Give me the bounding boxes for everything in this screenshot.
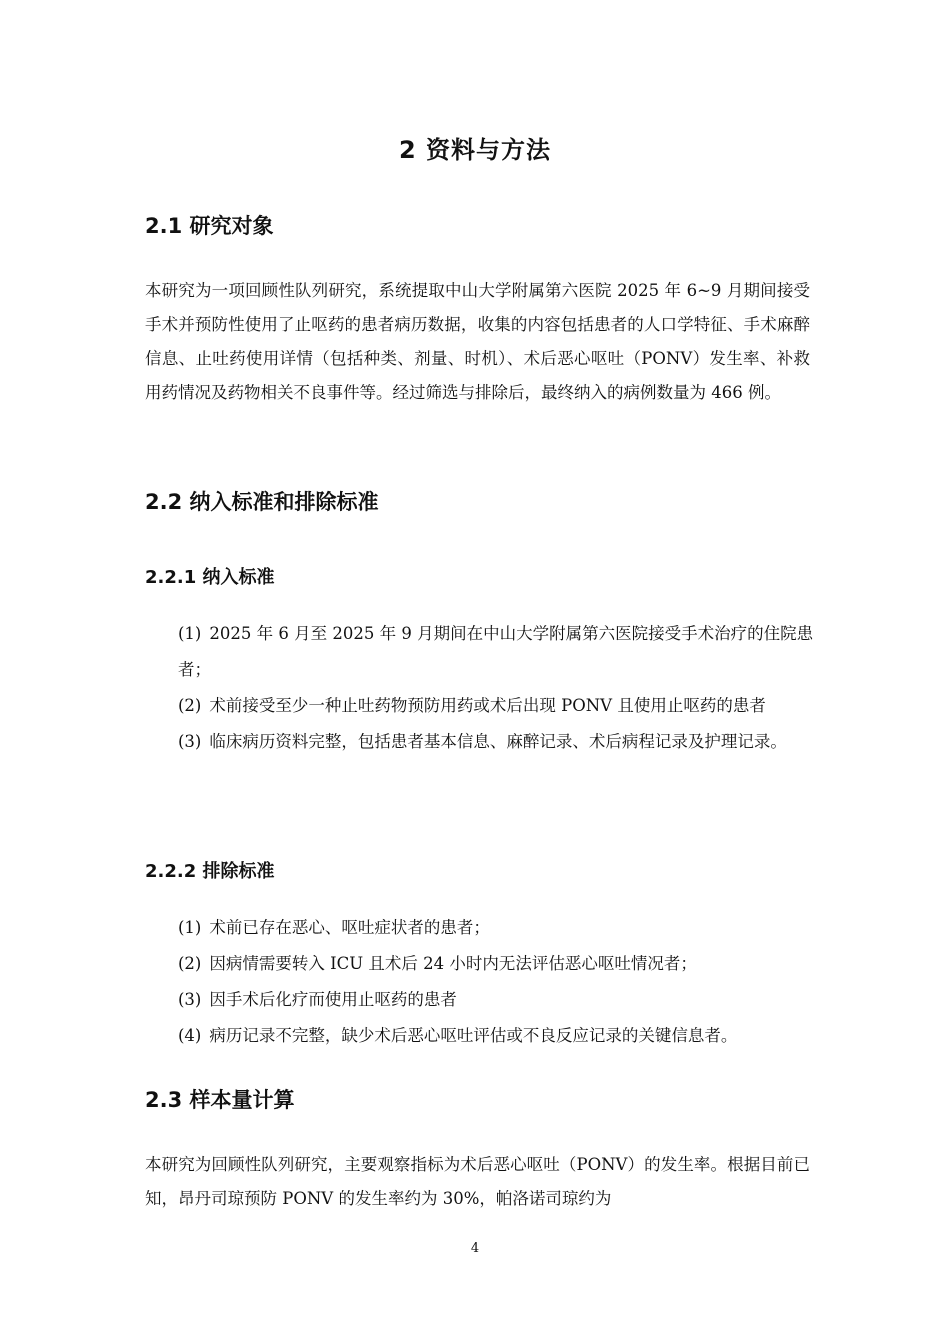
list-item-text: 2025 年 6 月至 2025 年 9 月期间在中山大学附属第六医院接受手术治疗的住院患者；	[178, 624, 814, 679]
section-2-3-heading: 2.3 样本量计算	[145, 1088, 295, 1112]
list-item	[178, 982, 818, 1018]
list-item-text: 术前接受至少一种止吐药物预防用药或术后出现 PONV 且使用止呕药的患者	[209, 696, 766, 715]
list-item	[178, 688, 818, 724]
section-2-1-paragraph: 本研究为一项回顾性队列研究，系统提取中山大学附属第六医院 2025 年 6~9 月期间接受手术并预防性使用了止呕药的患者病历数据，收集的内容包括患者的人口学特征、手术麻醉信息、止吐药使用详情（包括种类、剂量、时机）、术后恶心呕吐（PONV）发生率、补救用药情况及药物相关不良事件等。经过筛选与排除后，最终纳入的病例数量为 466 例。	[145, 281, 810, 402]
section-2-1-heading: 2.1 研究对象	[145, 214, 274, 238]
list-item-number: (4)	[178, 1026, 202, 1045]
list-item-text: 临床病历资料完整，包括患者基本信息、麻醉记录、术后病程记录及护理记录。	[209, 732, 787, 751]
section-2-2-2-heading: 2.2.2 排除标准	[145, 861, 275, 882]
list-item-text: 病历记录不完整，缺少术后恶心呕吐评估或不良反应记录的关键信息者。	[209, 1026, 738, 1045]
list-item-number: (3)	[178, 990, 202, 1009]
section-2-3-paragraph: 本研究为回顾性队列研究，主要观察指标为术后恶心呕吐（PONV）的发生率。根据目前已知，昂丹司琼预防 PONV 的发生率约为 30%，帕洛诺司琼约为	[145, 1155, 810, 1208]
list-item-text: 因病情需要转入 ICU 且术后 24 小时内无法评估恶心呕吐情况者；	[209, 954, 697, 973]
list-item-number: (2)	[178, 696, 202, 715]
list-item-number: (1)	[178, 918, 202, 937]
list-item	[178, 910, 818, 946]
list-item-number: (2)	[178, 954, 202, 973]
section-2-2-1-heading: 2.2.1 纳入标准	[145, 567, 275, 588]
list-item-text: 术前已存在恶心、呕吐症状者的患者；	[209, 918, 490, 937]
list-item	[178, 946, 818, 982]
section-2-2-heading: 2.2 纳入标准和排除标准	[145, 490, 379, 514]
exclusion-criteria-list	[178, 910, 818, 1054]
list-item-number: (3)	[178, 732, 202, 751]
list-item	[178, 1018, 818, 1054]
list-item	[178, 724, 818, 760]
list-item-number: (1)	[178, 624, 202, 643]
list-item-text: 因手术后化疗而使用止呕药的患者	[209, 990, 457, 1009]
inclusion-criteria-list	[178, 616, 818, 760]
list-item	[178, 616, 818, 688]
chapter-title: 2 资料与方法	[398, 136, 552, 164]
page-number: 4	[470, 1241, 480, 1256]
